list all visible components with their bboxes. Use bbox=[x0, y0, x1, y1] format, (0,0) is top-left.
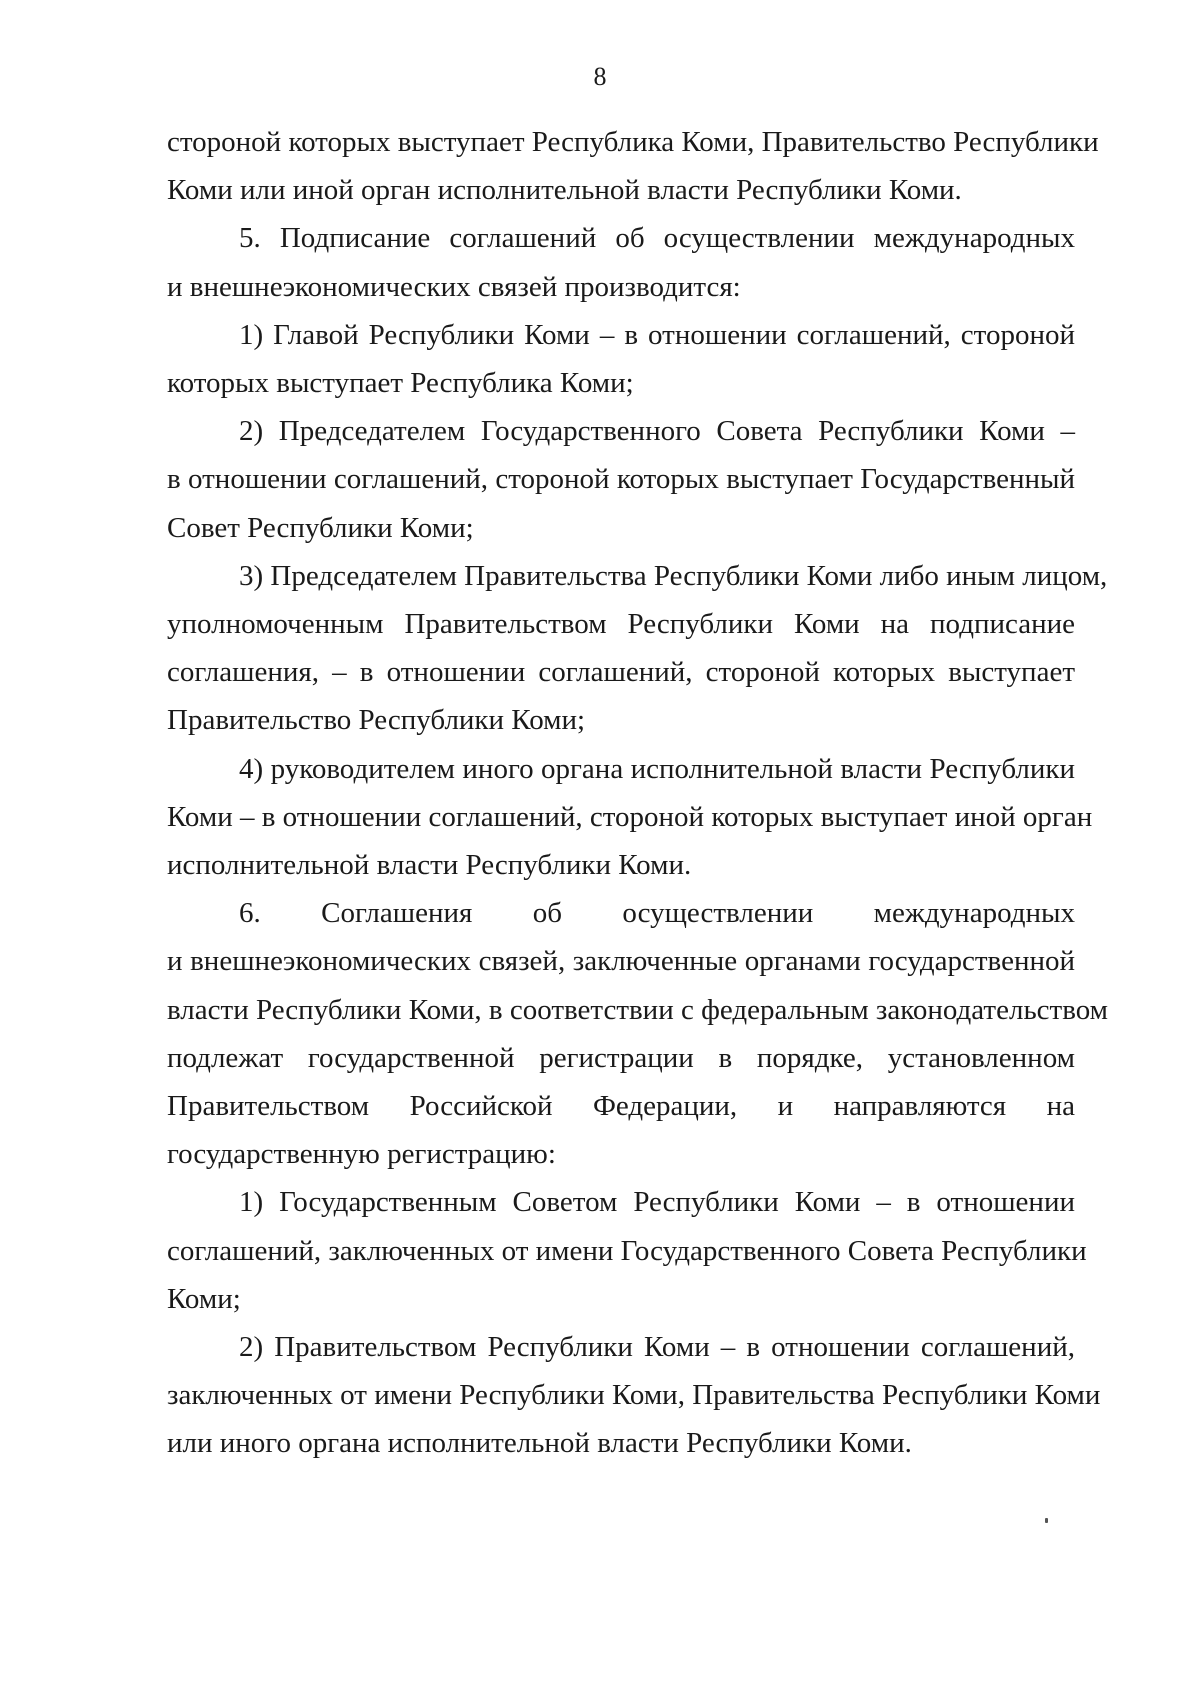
text-line: заключенных от имени Республики Коми, Правительства Республики Коми bbox=[167, 1379, 1101, 1412]
paragraph-item-5-3 bbox=[167, 552, 1108, 745]
text-line: или иного органа исполнительной власти Республики Коми. bbox=[167, 1427, 912, 1460]
text-line: подлежат государственной регистрации в порядке, установленном bbox=[167, 1041, 1075, 1074]
text-line: которых выступает Республика Коми; bbox=[167, 367, 634, 400]
paragraph-continuation bbox=[167, 118, 1099, 214]
scan-speck bbox=[1045, 1518, 1048, 1523]
paragraph-item-5-4 bbox=[167, 745, 1093, 890]
text-line: соглашений, заключенных от имени Государственного Совета Республики bbox=[167, 1234, 1087, 1267]
text-line: стороной которых выступает Республика Коми, Правительство Республики bbox=[167, 126, 1099, 158]
paragraph-item-5-2 bbox=[167, 407, 1075, 552]
text-line: 1) Государственным Советом Республики Коми – в отношении bbox=[239, 1186, 1075, 1219]
text-line: Совет Республики Коми; bbox=[167, 511, 474, 544]
text-line: 2) Председателем Государственного Совета Республики Коми – bbox=[239, 415, 1075, 448]
paragraph-item-6-2 bbox=[167, 1323, 1101, 1468]
text-line: 5. Подписание соглашений об осуществлении международных bbox=[239, 222, 1075, 255]
text-line: и внешнеэкономических связей производится: bbox=[167, 270, 741, 303]
text-line: исполнительной власти Республики Коми. bbox=[167, 849, 692, 882]
paragraph-item-6 bbox=[167, 889, 1109, 1178]
text-line: соглашения, – в отношении соглашений, стороной которых выступает bbox=[167, 656, 1075, 689]
text-line: Правительством Российской Федерации, и направляются на bbox=[167, 1090, 1075, 1123]
text-line: Правительство Республики Коми; bbox=[167, 704, 586, 737]
paragraph-item-5-1 bbox=[167, 311, 1075, 407]
text-line: 2) Правительством Республики Коми – в отношении соглашений, bbox=[239, 1331, 1075, 1364]
text-line: уполномоченным Правительством Республики Коми на подписание bbox=[167, 608, 1075, 641]
text-line: государственную регистрацию: bbox=[167, 1138, 556, 1171]
text-line: 3) Председателем Правительства Республики Коми либо иным лицом, bbox=[239, 559, 1108, 592]
text-line: в отношении соглашений, стороной которых выступает Государственный bbox=[167, 463, 1075, 496]
text-line: власти Республики Коми, в соответствии с федеральным законодательством bbox=[167, 993, 1109, 1026]
text-line: 4) руководителем иного органа исполнительной власти Республики bbox=[239, 752, 1075, 785]
text-line: 6. Соглашения об осуществлении международных bbox=[239, 897, 1075, 930]
page-number: 8 bbox=[593, 62, 607, 91]
paragraph-item-6-1 bbox=[167, 1178, 1087, 1323]
text-line: Коми – в отношении соглашений, стороной которых выступает иной орган bbox=[167, 800, 1093, 833]
text-line: и внешнеэкономических связей, заключенные органами государственной bbox=[167, 945, 1075, 978]
paragraph-item-5 bbox=[167, 214, 1075, 310]
text-line: Коми или иной орган исполнительной власти Республики Коми. bbox=[167, 174, 962, 207]
text-line: 1) Главой Республики Коми – в отношении соглашений, стороной bbox=[239, 318, 1075, 351]
text-line: Коми; bbox=[167, 1282, 241, 1315]
document-body bbox=[167, 118, 1109, 1468]
